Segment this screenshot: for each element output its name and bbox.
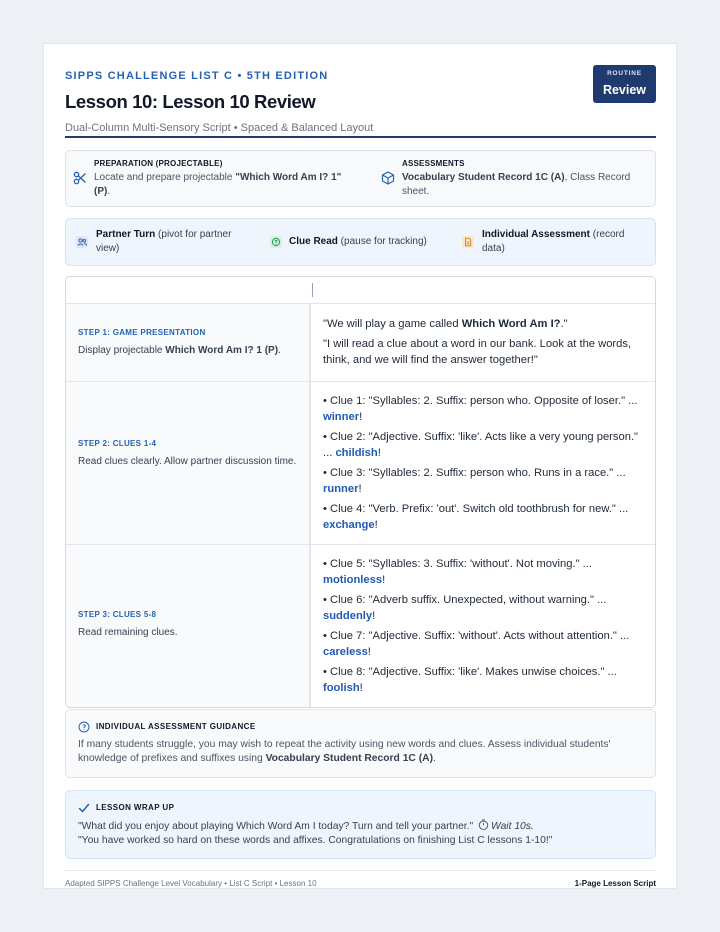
- clue-text: • Clue 2: "Adjective. Suffix: 'like'. Acts like a very young person." ...: [323, 431, 639, 459]
- legend-partner-label: Partner Turn: [96, 229, 156, 240]
- assessments-label: ASSESSMENTS: [402, 159, 465, 168]
- preparation-label: PREPARATION (PROJECTABLE): [94, 159, 223, 168]
- page-footer: [65, 870, 656, 890]
- step-3-script: [323, 556, 643, 700]
- clue-answer: childish: [335, 447, 378, 459]
- step-2-label: STEP 2: CLUES 1-4: [78, 439, 157, 448]
- clue-read-icon: [270, 236, 282, 248]
- game-name: Which Word Am I?: [461, 318, 561, 330]
- step-2-script: [323, 393, 643, 537]
- routine-badge-value: Review: [602, 83, 647, 97]
- clue-text: • Clue 3: "Syllables: 2. Suffix: person who. Runs in a race." ...: [323, 467, 626, 479]
- clue-answer: exchange: [323, 519, 375, 531]
- step-2-instruction: Read clues clearly. Allow partner discussion time.: [78, 456, 297, 467]
- legend-individual-label: Individual Assessment: [482, 229, 590, 240]
- box-icon: [381, 171, 395, 185]
- step-1-content: [78, 328, 297, 358]
- preparation-column: [94, 159, 354, 199]
- clue-answer: runner: [323, 483, 359, 495]
- preparation-text-post: .: [107, 186, 111, 197]
- clue-answer: winner: [323, 411, 360, 423]
- step-1-instruction-bold: Which Word Am I? 1 (P): [165, 345, 279, 356]
- clue-answer: foolish: [323, 682, 360, 694]
- clue-answer: motionless: [323, 574, 383, 586]
- lesson-wrap-up-box: [65, 790, 656, 859]
- step-3-label: STEP 3: CLUES 5-8: [78, 610, 157, 619]
- clue-text: • Clue 5: "Syllables: 3. Suffix: 'without'. Not moving." ...: [323, 558, 593, 570]
- preparation-panel: [65, 150, 656, 207]
- check-icon: [78, 802, 90, 814]
- wrap-up-label: LESSON WRAP UP: [96, 803, 175, 812]
- step-1-script: [323, 316, 643, 372]
- table-header-cell: [66, 277, 311, 303]
- clue-item: • Clue 6: "Adverb suffix. Unexpected, without warning." ... suddenly!: [323, 594, 607, 622]
- step-cell: [66, 545, 311, 708]
- table-row: [66, 381, 655, 544]
- legend-individual-assessment: [482, 228, 647, 256]
- clue-item: • Clue 7: "Adjective. Suffix: 'without'. Acts without attention." ... careless!: [323, 630, 630, 658]
- clue-text: • Clue 4: "Verb. Prefix: 'out'. Switch old toothbrush for new." ...: [323, 503, 629, 515]
- legend-individual-text: (record data): [482, 229, 625, 254]
- table-header-row: [66, 277, 655, 303]
- clue-text: • Clue 7: "Adjective. Suffix: 'without'. Acts without attention." ...: [323, 630, 630, 642]
- routine-badge: [593, 65, 656, 103]
- clue-text: • Clue 8: "Adjective. Suffix: 'like'. Makes unwise choices." ...: [323, 666, 617, 678]
- assessment-guidance-box: [65, 709, 656, 778]
- guidance-label: INDIVIDUAL ASSESSMENT GUIDANCE: [96, 722, 256, 731]
- footer-source: Adapted SIPPS Challenge Level Vocabulary • List C Script • Lesson 10: [65, 879, 317, 888]
- text-cursor: [312, 283, 313, 297]
- step-1-line-2: "I will read a clue about a word in our bank. Look at the words, think, and we will find the answer together!": [323, 338, 632, 366]
- clue-item: • Clue 4: "Verb. Prefix: 'out'. Switch old toothbrush for new." ... exchange!: [323, 503, 629, 531]
- partner-turn-icon: [76, 236, 88, 248]
- step-1-instruction-post: .: [278, 345, 281, 356]
- clue-item: • Clue 8: "Adjective. Suffix: 'like'. Makes unwise choices." ... foolish!: [323, 666, 617, 694]
- wrap-up-line-1-text: "What did you enjoy about playing Which Word Am I today? Turn and tell your partner.": [78, 821, 477, 832]
- step-1-line-1: [323, 316, 643, 332]
- step-1-line-1-pre: "We will play a game called: [323, 318, 462, 330]
- wrap-up-line-1: [78, 819, 643, 834]
- guidance-text-post: .: [433, 753, 436, 764]
- assessments-record-name: Vocabulary Student Record 1C (A): [402, 172, 565, 183]
- wrap-up-line-2: "You have worked so hard on these words and affixes. Congratulations on finishing List C lessons 1-10!": [78, 835, 553, 846]
- wait-time: Wait 10s.: [491, 821, 534, 832]
- clue-answer: suddenly: [323, 610, 373, 622]
- legend-clue-text: (pause for tracking): [337, 236, 427, 247]
- guidance-record-name: Vocabulary Student Record 1C (A): [265, 753, 434, 764]
- clue-item: • Clue 2: "Adjective. Suffix: 'like'. Acts like a very young person." ... childish!: [323, 431, 639, 459]
- clue-item: • Clue 1: "Syllables: 2. Suffix: person who. Opposite of loser." ... winner!: [323, 395, 638, 423]
- assessments-text: [402, 171, 642, 199]
- step-1-instruction: [78, 343, 297, 358]
- clue-answer: careless: [323, 646, 368, 658]
- page-subtitle: Dual-Column Multi-Sensory Script • Spaced & Balanced Layout: [65, 122, 374, 134]
- preparation-text: [94, 171, 354, 199]
- legend-clue-read: [289, 235, 449, 249]
- step-cell: [66, 382, 311, 544]
- step-1-label: STEP 1: GAME PRESENTATION: [78, 328, 206, 337]
- series-label: SIPPS CHALLENGE LIST C • 5TH EDITION: [65, 70, 329, 82]
- step-cell: [66, 304, 311, 381]
- script-table: [65, 276, 656, 708]
- clue-item: • Clue 5: "Syllables: 3. Suffix: 'without'. Not moving." ... motionless!: [323, 558, 593, 586]
- wrap-up-text: [78, 819, 643, 848]
- lesson-header: [65, 70, 656, 138]
- step-1-line-1-post: .": [560, 318, 568, 330]
- guidance-text-pre: If many students struggle, you may wish to repeat the activity using new words and clues. Assess individual students' knowledge of prefixes and suffixes using: [78, 739, 611, 764]
- footer-label: 1-Page Lesson Script: [574, 879, 656, 888]
- clue-text: • Clue 6: "Adverb suffix. Unexpected, without warning." ...: [323, 594, 607, 606]
- help-circle-icon: [78, 721, 90, 733]
- scissors-icon: [73, 171, 87, 185]
- assessments-text-post: , Class Record sheet.: [402, 172, 631, 197]
- assessments-column: [402, 159, 642, 199]
- routine-badge-kicker: ROUTINE: [607, 70, 642, 77]
- step-1-instruction-pre: Display projectable: [78, 345, 166, 356]
- document-icon: [462, 236, 474, 248]
- clue-text: • Clue 1: "Syllables: 2. Suffix: person who. Opposite of loser." ...: [323, 395, 638, 407]
- timer-icon: [478, 819, 489, 830]
- step-3-content: [78, 610, 297, 640]
- page-title: Lesson 10: Lesson 10 Review: [65, 91, 316, 112]
- preparation-text-pre: Locate and prepare projectable: [94, 172, 236, 183]
- table-row: [66, 303, 655, 381]
- legend-clue-label: Clue Read: [289, 236, 338, 247]
- preparation-projectable-name: "Which Word Am I? 1" (P): [94, 172, 342, 197]
- legend-partner-turn: [96, 228, 246, 256]
- step-3-instruction: Read remaining clues.: [78, 627, 178, 638]
- table-row: [66, 544, 655, 708]
- lesson-page: [43, 43, 677, 889]
- guidance-text: [78, 738, 643, 766]
- icon-legend: [65, 218, 656, 266]
- step-2-content: [78, 439, 297, 469]
- clue-item: • Clue 3: "Syllables: 2. Suffix: person who. Runs in a race." ... runner!: [323, 467, 626, 495]
- legend-partner-text: (pivot for partner view): [96, 229, 232, 254]
